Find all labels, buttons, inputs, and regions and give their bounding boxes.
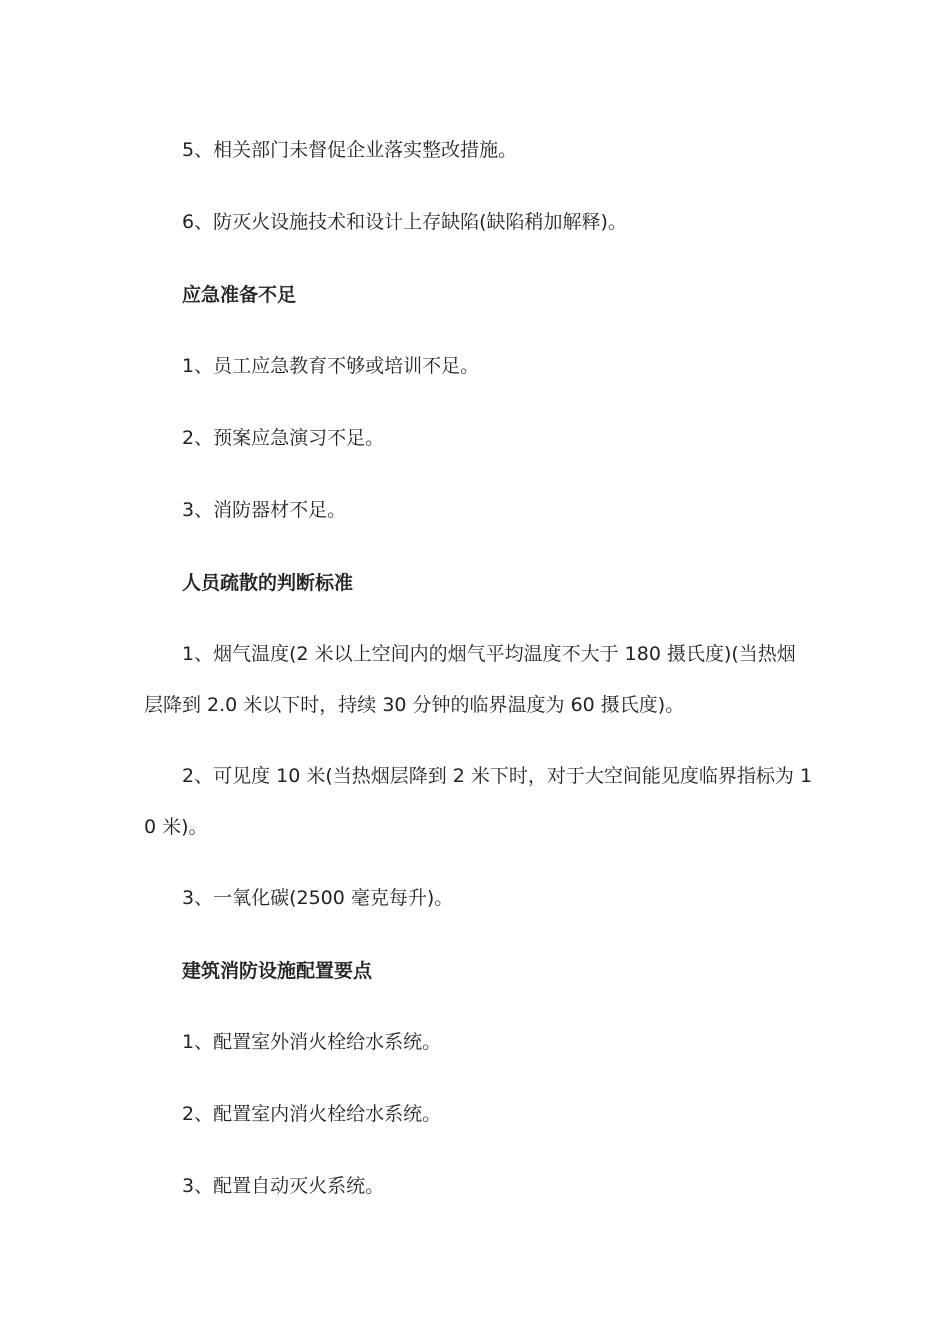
section-heading: 人员疏散的判断标准 [182,572,354,594]
section-heading: 建筑消防设施配置要点 [182,960,373,982]
list-item: 2、预案应急演习不足。 [182,427,385,449]
list-item: 1、配置室外消火栓给水系统。 [182,1031,442,1053]
section-heading: 应急准备不足 [182,284,297,306]
list-item: 3、消防器材不足。 [182,499,347,521]
list-item: 6、防灭火设施技术和设计上存缺陷(缺陷稍加解释)。 [182,211,627,233]
list-item: 1、烟气温度(2 米以上空间内的烟气平均温度不大于 180 摄氏度)(当热烟层降到 2.0 米以下时，持续 30 分钟的临界温度为 60 摄氏度)。 [144,643,796,716]
list-item: 2、可见度 10 米(当热烟层降到 2 米下时，对于大空间能见度临界指标为 10 米)。 [144,765,813,838]
list-item: 3、配置自动灭火系统。 [182,1175,385,1197]
list-item: 5、相关部门未督促企业落实整改措施。 [182,139,518,161]
list-item: 2、配置室内消火栓给水系统。 [182,1103,442,1125]
list-item: 3、一氧化碳(2500 毫克每升)。 [182,887,454,909]
list-item: 1、员工应急教育不够或培训不足。 [182,355,480,377]
